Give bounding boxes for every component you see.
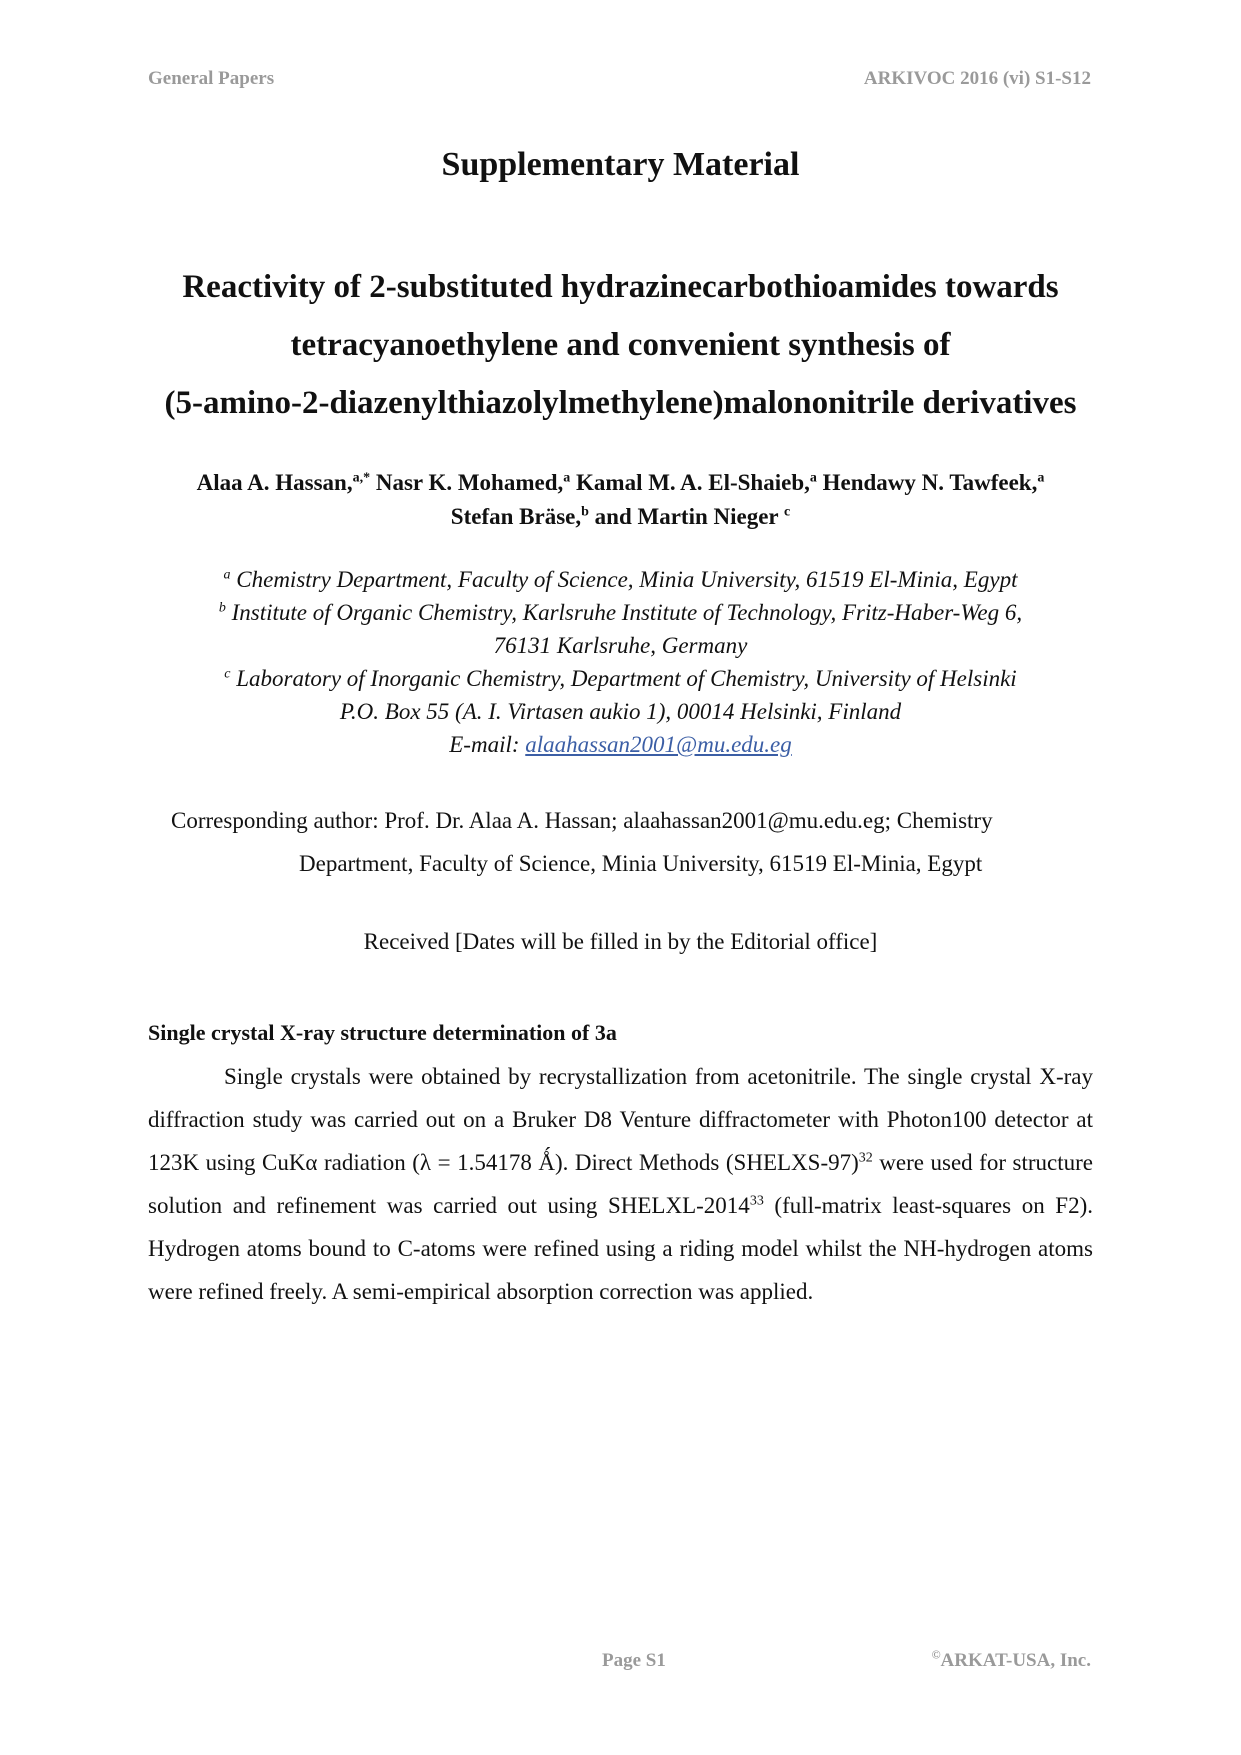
corresponding-line-2: Department, Faculty of Science, Minia University, 61519 El-Minia, Egypt — [299, 851, 983, 876]
body-paragraph: Single crystals were obtained by recrystallization from acetonitrile. The single crystal X-ray diffraction study was carried out on a Bruker D8 Venture diffractometer with Photon100 detector at 123K using CuKα radiation (λ = 1.54178 Ǻ). Direct Methods (SHELXS-97)$^{32}$ were used for structure solution and refinement was carried out using SHELXL-2014$^{33}$ (full-matrix least-squares on F2). Hydrogen atoms bound to C-atoms were refined using a riding model whilst the NH-hydrogen atoms were refined freely. A semi-empirical absorption correction was applied. — [148, 1064, 1093, 1304]
corresponding-author — [171, 799, 1071, 885]
author-name: Hendawy N. Tawfeek, — [822, 470, 1038, 495]
title-line-1: Reactivity of 2-substituted hydrazinecarbothioamides towards — [182, 269, 1059, 305]
paper-title — [100, 258, 1141, 432]
author-name: Kamal M. A. El-Shaieb, — [576, 470, 810, 495]
affiliation-b: $^b$ Institute of Organic Chemistry, Karlsruhe Institute of Technology, Fritz-Haber-Weg 6, — [218, 600, 1023, 625]
author-affiliation-mark: a — [1037, 470, 1045, 486]
author-affiliation-mark: a — [563, 470, 571, 486]
affiliation-c: $^c$ Laboratory of Inorganic Chemistry, Department of Chemistry, University of Helsinki — [224, 666, 1017, 691]
publisher-footer: ©ARKAT-USA, Inc. — [931, 1647, 1091, 1671]
affiliations — [80, 563, 1161, 761]
copyright-mark: © — [931, 1647, 941, 1662]
section-heading: Single crystal X-ray structure determination of 3a — [148, 1020, 617, 1045]
received-date: Received [Dates will be filled in by the Editorial office] — [363, 929, 878, 954]
citation-ref: 32 — [858, 1150, 873, 1166]
title-line-2: tetracyanoethylene and convenient synthesis of — [290, 327, 951, 363]
running-header-right: ARKIVOC 2016 (vi) S1-S12 — [863, 68, 1091, 89]
author-affiliation-mark: c — [783, 504, 791, 520]
page-number: Page S1 — [602, 1650, 666, 1671]
author-name: and Martin Nieger — [594, 504, 779, 529]
running-header-left: General Papers — [148, 68, 275, 89]
corresponding-line-1: Corresponding author: Prof. Dr. Alaa A. Hassan; alaahassan2001@mu.edu.eg; Chemistry — [171, 808, 993, 833]
title-line-3: (5-amino-2-diazenylthiazolylmethylene)malononitrile derivatives — [164, 385, 1077, 421]
author-list — [80, 466, 1161, 534]
affiliation-b-line-2: 76131 Karlsruhe, Germany — [493, 633, 748, 658]
email-line — [80, 728, 1161, 761]
affiliation-c-line-2: P.O. Box 55 (A. I. Virtasen aukio 1), 00014 Helsinki, Finland — [339, 699, 902, 724]
author-affiliation-mark: a,* — [352, 470, 371, 486]
email-link[interactable]: alaahassan2001@mu.edu.eg — [525, 732, 792, 757]
author-name: Alaa A. Hassan, — [196, 470, 353, 495]
affiliation-a: $^a$ Chemistry Department, Faculty of Science, Minia University, 61519 El-Minia, Egypt — [223, 567, 1018, 592]
author-affiliation-mark: a — [809, 470, 817, 486]
citation-ref: 33 — [749, 1193, 764, 1209]
supplementary-title: Supplementary Material — [441, 146, 800, 183]
author-name: Stefan Bräse, — [450, 504, 582, 529]
author-affiliation-mark: b — [581, 504, 589, 520]
author-name: Nasr K. Mohamed, — [375, 470, 564, 495]
email-label: E-mail: — [449, 732, 526, 757]
